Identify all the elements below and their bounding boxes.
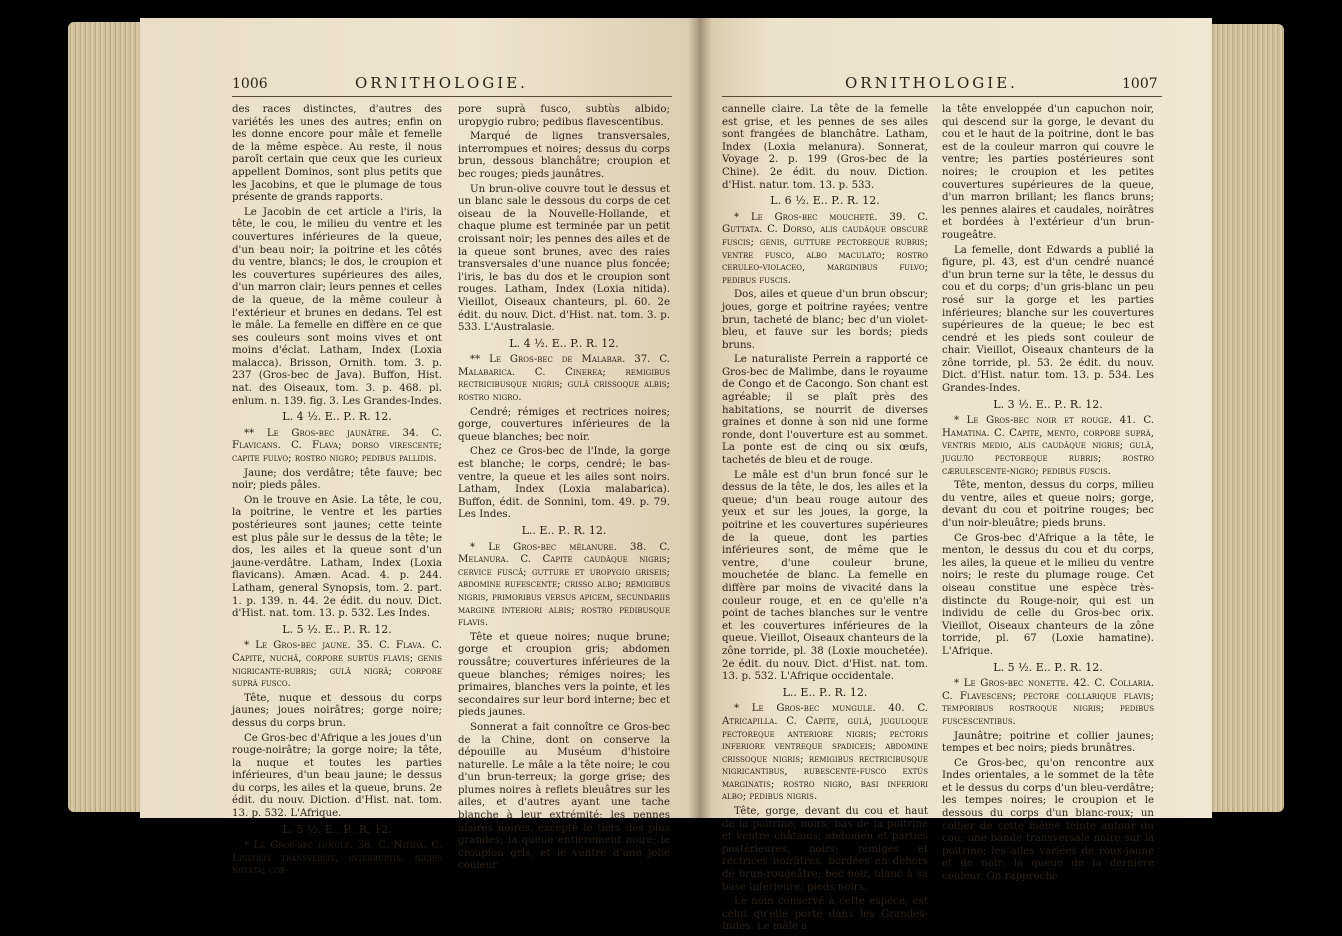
species-heading: * Le Gros-bec mungule. 40. C. Atricapilla. C. Capite, gulâ, juguloque pectoreque anteriore nigris; pectoris inferiore ventreque spadiceis; abdomine crissoque nigris; remigibus rectricibusque nigricantibus, rubescente-fusco extùs marginatis; rostro nigro, basi inferiori albo; pedibus nigris.: [722, 703, 928, 803]
species-heading: * Le Gros-bec moucheté. 39. C. Guttata. C. Dorso, alis caudâque obscurè fuscis; genis, gutture pectoreque rubris; ventre fusco, albo maculato; rostro ceruleo-violaceo, marginibus fulvo; pedibus fuscis.: [722, 211, 928, 286]
species-heading: * Le Gros-bec nonette. 42. C. Collaria. C. Flavescens; pectore collarique flavis; temporibus rostroque nigris; pedibus fuscescentibus.: [942, 678, 1154, 727]
paragraph: Ce Gros-bec d'Afrique a la tête, le menton, le dessus du cou et du corps, les ailes, la queue et le milieu du ventre noirs; le reste du plumage rouge. Cet oiseau constitue une espèce très-distincte du Rouge-noir, qui est un individu de celle du Gros-bec orix. Vieillot, Oiseaux chanteurs de la zône torride, pl. 67 (Loxie hamatine). L'Afrique.: [942, 532, 1154, 657]
book-gutter: [688, 18, 712, 818]
running-title-right: ORNITHOLOGIE.: [845, 74, 1018, 92]
paragraph: Un brun-olive couvre tout le dessus et un blanc sale le dessous du corps de cet oiseau de la Nouvelle-Hollande, et chaque plume est terminée par un petit croissant noir; les pennes des ailes et de la queue sont brunes, avec des raies transversales d'une nuance plus foncée; l'iris, le bas du dos et le croupion sont rouges. Latham, Index (Loxia nitida). Vieillot, Oiseaux chanteurs, pl. 60. 2e édit. du nouv. Dict. d'Hist. nat. tom. 3. p. 533. L'Australasie.: [458, 183, 670, 334]
paragraph: des races distinctes, d'autres des variétés les unes des autres; enfin on les donne encore pour mâle et femelle de la même espèce. Au reste, il nous paroît certain que ceux que les curieux appellent Dominos, sont plus petits que les Jacobins, et que le plumage de tous présente de grands rapports.: [232, 104, 442, 204]
paragraph: pore suprà fusco, subtùs albido; uropygio rubro; pedibus flavescentibus.: [458, 104, 670, 128]
paragraph: Tête et queue noires; nuque brune; gorge et croupion gris; abdomen roussâtre; couvertures inférieures de la queue blanches; rémiges noires; les primaires, blanches vers la pointe, et les secondaires sur leur bord interne; bec et pieds jaunes.: [458, 631, 670, 719]
measurement-line: L. 5 ½. E.. P.. R. 12.: [282, 822, 392, 836]
paragraph: Le nom conservé à cette espèce, est celui qu'elle porte dans les Grandes-Indes. Le mâle a: [722, 896, 928, 933]
measurement-line: L. 4 ½. E.. P.. R. 12.: [509, 336, 619, 350]
paragraph: Dos, ailes et queue d'un brun obscur; joues, gorge et poitrine rayées; ventre brun, tacheté de blanc; bec d'un violet-bleu, et fauve sur les bords; pieds bruns.: [722, 289, 928, 351]
paragraph: cannelle claire. La tête de la femelle est grise, et les pennes de ses ailes sont frangées de blanchâtre. Latham, Index (Loxia melanura). Sonnerat, Voyage 2. p. 199 (Gros-bec de la Chine). 2e édit. du nouv. Diction. d'Hist. natur. tom. 13. p. 533.: [722, 104, 928, 191]
header-rule-right: [722, 96, 1162, 97]
right-page-column-2: [942, 104, 1154, 886]
species-heading: * Le Gros-bec lunulé. 36. C. Nitida. C. Lineolis transversis, interruptis, nigris notata; cor-: [232, 840, 442, 877]
page-edges-left: [68, 22, 140, 812]
paragraph: Jaunâtre; poitrine et collier jaunes; tempes et bec noirs; pieds brunâtres.: [942, 730, 1154, 755]
paragraph: Ce Gros-bec, qu'on rencontre aux Indes orientales, a le sommet de la tête et le dessus du corps d'un bleu-verdâtre; les tempes noires; le croupion et le dessous du corps d'un blanc-roux; un collier de cette même teinte autour du cou; une bande transversale noire sur la poitrine; les ailes variées de roux-jaune et de noir; la queue de la dernière couleur. On rapproche: [942, 757, 1154, 883]
measurement-line: L. 5 ½. E.. P.. R. 12.: [282, 622, 392, 636]
species-heading: * Le Gros-bec mélanure. 38. C. Melanura. C. Capite caudâque nigris; cervice fuscâ; gutture et uropygio griseis; abdomine rufescente; crisso albo; remigibus nigris, primoribus versus apicem, secundariis margine interiori albis; rostro pedibusque flavis.: [458, 541, 670, 629]
paragraph: On le trouve en Asie. La tête, le cou, la poitrine, le ventre et les parties postérieures sont jaunes; cette teinte est plus pâle sur le dessus de la tête; le dos, les ailes et la queue sont d'un jaune-verdâtre. Latham, Index (Loxia flavicans). Amæn. Acad. 4. p. 244. Latham, general Synopsis, tom. 2. part. 1. p. 139. n. 44. 2e édit. du nouv. Dict. d'Hist. nat. tom. 13. p. 532. Les Indes.: [232, 494, 442, 620]
species-heading: * Le Gros-bec jaune. 35. C. Flava. C. Capite, nuchâ, corpore subtùs flavis; genis nigricante-rubris; gulâ nigrâ; corpore suprà fusco.: [232, 640, 442, 690]
right-page: [700, 18, 1212, 933]
right-page-column-1: [722, 104, 928, 936]
paragraph: Marqué de lignes transversales, interrompues et noires; dessus du corps brun, dessous blanchâtre; croupion et bec rouges; pieds jaunâtres.: [458, 131, 670, 180]
paragraph: Tête, menton, dessus du corps, milieu du ventre, ailes et queue noirs; gorge, devant du cou et poitrine rouges; bec d'un noir-bleuâtre; pieds bruns.: [942, 480, 1154, 529]
paragraph: La femelle, dont Edwards a publié la figure, pl. 43, est d'un cendré nuancé d'un brun terne sur la tête, le dessus du cou et du corps; d'un gris-blanc un peu rosé sur la gorge et les parties inférieures; blanche sur les couvertures supérieures de la queue; le bec est cendré et les pieds sont couleur de chair. Vieillot, Oiseaux chanteurs de la zône torride, pl. 53. 2e édit. du nouv. Dict. d'Hist. natur. tom. 13. p. 534. Les Grandes-Indes.: [942, 244, 1154, 395]
paragraph: Chez ce Gros-bec de l'Inde, la gorge est blanche; le corps, cendré; le bas-ventre, la queue et les ailes sont noirs. Latham, Index (Loxia malabarica). Buffon, édit. de Sonnini, tom. 49. p. 79. Les Indes.: [458, 446, 670, 521]
measurement-line: L.. E.. P.. R. 12.: [521, 524, 607, 537]
page-number-right: 1007: [1122, 76, 1158, 92]
paragraph: Jaune; dos verdâtre; tête fauve; bec noir; pieds pâles.: [232, 467, 442, 492]
paragraph: Le mâle est d'un brun foncé sur le dessus de la tête, le dos, les ailes et la queue; d'un beau rouge autour des yeux et sur les joues, la gorge, la poitrine et les couvertures supérieures de la queue, dont les parties inférieures sont, de même que le ventre, d'une couleur brune, mouchetée de blanc. La femelle en diffère par moins de vivacité dans la couleur rouge, et en ce qu'elle n'a point de taches blanches sur le ventre et les couvertures inférieures de la queue. Vieillot, Oiseaux chanteurs de la zône torride, pl. 38 (Loxie mouchetée). 2e édit. du nouv. Dict. d'Hist. nat. tom. 13. p. 532. L'Afrique occidentale.: [722, 469, 928, 683]
left-page: [140, 18, 700, 877]
paragraph: Cendré; rémiges et rectrices noires; gorge, couvertures inférieures de la queue blanches; bec noir.: [458, 406, 670, 443]
paragraph: la tête enveloppée d'un capuchon noir, qui descend sur la gorge, le devant du cou et le haut de la poitrine, dont le bas est de la couleur marron qui couvre le ventre; les parties postérieures sont noires; le croupion et les petites couvertures supérieures de la queue, d'un marron brillant; les flancs bruns; les pennes alaires et caudales, noirâtres et bordées à l'extérieur d'un brun-rougeâtre.: [942, 104, 1154, 241]
running-title-left: ORNITHOLOGIE.: [355, 74, 528, 92]
measurement-line: L. 3 ½. E.. P.. R. 12.: [993, 397, 1103, 411]
measurement-line: L.. E.. P.. R. 12.: [782, 685, 868, 699]
measurement-line: L. 5 ½. E.. P.. R. 12.: [993, 660, 1103, 674]
measurement-line: L. 4 ½. E.. P.. R. 12.: [282, 410, 392, 424]
left-page-column-2: [458, 104, 670, 875]
paragraph: Tête, nuque et dessous du corps jaunes; joues noirâtres; gorge noire; dessus du corps brun.: [232, 692, 442, 729]
measurement-line: L. 6 ½. E.. P.. R. 12.: [770, 194, 880, 208]
left-page-column-1: [232, 104, 442, 880]
species-heading: ** Le Gros-bec jaunâtre. 34. C. Flavicans. C. Flava; dorso virescente; capite fulvo; rostro nigro; pedibus pallidis.: [232, 427, 442, 465]
paragraph: Le naturaliste Perrein a rapporté ce Gros-bec de Malimbe, dans le royaume de Congo et de Cacongo. Son chant est agréable; il se plaît près des habitations, se nourrit de diverses graines et donne à son nid une forme ronde, dont l'ouverture est au sommet. La ponte est de cinq ou six œufs, tachetés de bleu et de rouge.: [722, 354, 928, 467]
paragraph: Tête, gorge, devant du cou et haut de la poitrine, noirs; bas de la poitrine et ventre châtains; abdomen et parties postérieures, noirs; rémiges et rectrices noirâtres, bordées en dehors de brun-rougeâtre; bec noir, blanc à sa base inférieure; pieds noirs.: [722, 806, 928, 893]
species-heading: ** Le Gros-bec de Malabar. 37. C. Malabarica. C. Cinerea; remigibus rectricibusque nigris; gulâ crissoque albis; rostro nigro.: [458, 354, 670, 404]
paragraph: Ce Gros-bec d'Afrique a les joues d'un rouge-noirâtre; la gorge noire; la tête, la nuque et toutes les parties inférieures, d'un beau jaune; le dessus du corps, les ailes et la queue, bruns. 2e édit. du nouv. Diction. d'Hist. nat. tom. 13. p. 532. L'Afrique.: [232, 732, 442, 820]
page-edges-right: [1210, 24, 1284, 812]
paragraph: Le Jacobin de cet article a l'iris, la tête, le cou, le milieu du ventre et les couvertures inférieures de la queue, d'un beau noir; la poitrine et les côtés du ventre, blancs; le dos, le croupion et les couvertures supérieures des ailes, d'un marron clair; leurs pennes et celles de la queue, de la même couleur à l'extérieur et brunes en dedans. Tel est le mâle. La femelle en diffère en ce que ses couleurs sont moins vives et ont moins d'éclat. Latham, Index (Loxia malacca). Brisson, Ornith. tom. 3. p. 237 (Gros-bec de Java). Buffon, Hist. nat. des Oiseaux, tom. 3. p. 468. pl. enlum. n. 139. fig. 3. Les Grandes-Indes.: [232, 206, 442, 407]
page-number-left: 1006: [232, 76, 268, 92]
header-rule-left: [232, 96, 672, 97]
paragraph: Sonnerat a fait connoître ce Gros-bec de la Chine, dont on conserve la dépouille au Muséum d'histoire naturelle. Le mâle a la tête noire; le cou d'un brun-terreux; la gorge grise; des plumes noires à reflets bleuâtres sur les ailes, et d'autres ayant une tache blanche à leur extrémité; les pennes alaires noires, excepté le tiers des plus grandes; la queue entièrement noire; le croupion gris, et le ventre d'une jolie couleur: [458, 721, 670, 872]
species-heading: * Le Gros-bec noir et rouge. 41. C. Hamatina. C. Capite, mento, corpore suprà, ventris medio, alis caudâque nigris; gulâ, juguло pectoreque rubris; rostro cærulescente-nigro; pedibus fuscis.: [942, 415, 1154, 477]
